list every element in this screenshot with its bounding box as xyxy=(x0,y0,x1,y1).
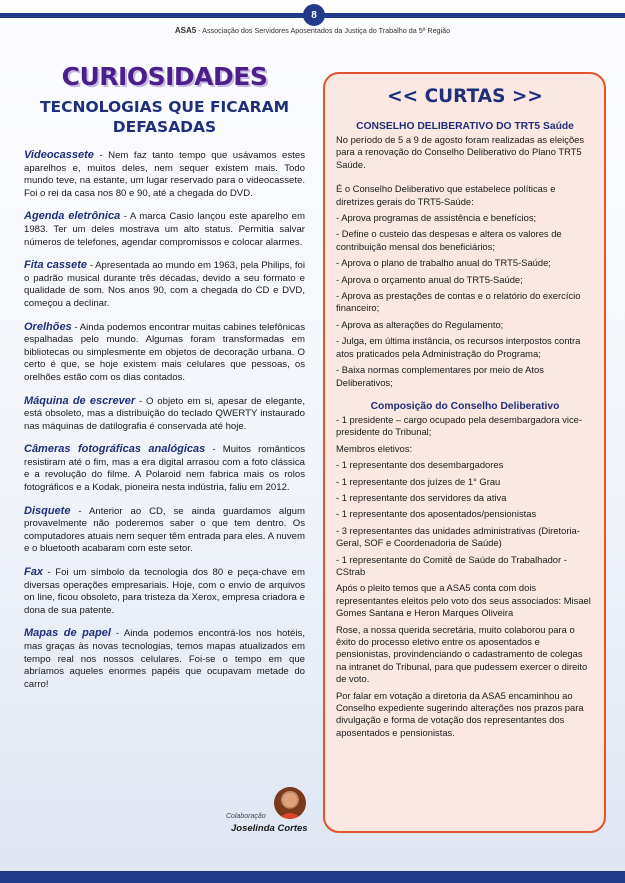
item-mapas-de-papel xyxy=(24,627,305,691)
person-icon xyxy=(274,787,306,819)
item-cameras xyxy=(24,443,305,494)
item-text: - Muitos românticos resistiram até o fim, mas a era digital arrasou com a foto clássica e a revolução do filme. A Polaroid nem fabrica mais os rolos fotográficos e a Kodak, pioneira nesta indústria, faliu em 2012. xyxy=(24,444,305,494)
credit-block xyxy=(226,787,308,837)
spacer xyxy=(336,393,594,401)
item-text: - Anterior ao CD, se ainda guardamos algum provavelmente não poderemos saber o que tem dentro. Os computadores atuais nem sequer têm entrada para eles. A nuvem e o bluetooth acabaram com este setor. xyxy=(24,505,305,555)
item-text: - O objeto em si, apesar de elegante, está obsoleto, mas a distribuição do teclado QWERTY instaurado nas máquinas de datilografia é conservada até hoje. xyxy=(24,395,305,432)
list-item: - Aprova as alterações do Regulamento; xyxy=(336,318,504,330)
item-term: Câmeras fotográficas analógicas xyxy=(24,443,206,456)
item-videocassete xyxy=(24,149,305,200)
section-conselho-title: CONSELHO DELIBERATIVO DO TRT5 Saúde xyxy=(356,121,574,132)
credit-label: Colaboração xyxy=(226,813,266,820)
credit-name: Joselinda Cortes xyxy=(231,823,308,834)
item-term: Orelhões xyxy=(24,320,72,333)
item-text: - Nem faz tanto tempo que usávamos estes aparelhos e, muitos deles, nem sequer existem mais. Todo mundo teve, na estante, um lugar reservado para o videocassete. Foi o rei da casa nos 80 e 90, até a chegada do DVD. xyxy=(24,150,305,199)
item-text: - Ainda podemos encontrar muitas cabines telefônicas espalhadas pelo mundo. Algumas foram transformadas em bibliotecas ou simplesmente em objetos de decoração urbana. O certo é que, se hoje existem mais celulares que pessoas, os orelhões estão com os dias contados. xyxy=(24,321,305,383)
list-item: - 1 representante dos desembargadores xyxy=(336,459,504,471)
item-orelhoes xyxy=(24,321,305,385)
item-term: Videocassete xyxy=(24,149,94,161)
curtas-title: << CURTAS >> xyxy=(387,86,543,107)
item-fax xyxy=(24,566,305,617)
curtas-box xyxy=(323,72,606,833)
list-item: - 1 representante dos aposentados/pensionistas xyxy=(336,508,537,520)
item-term: Fax xyxy=(24,566,43,579)
item-disquete xyxy=(24,505,305,556)
list-item: - 1 representante dos juízes de 1° Grau xyxy=(336,475,501,487)
composicao-president: - 1 presidente – cargo ocupado pela desembargadora vice-presidente do Tribunal; xyxy=(336,413,582,438)
item-text: - Ainda podemos encontrá-los nos hotéis, mas graças às novas tecnologias, temos mapas atualizados em tempo real nos nossos celulares. Foi-se o tempo em que abríamos aqueles enormes papéis que ocupavam metade do carro! xyxy=(24,628,305,690)
item-text: - Foi um símbolo da tecnologia dos 80 e peça-chave em diversas operações empresariais. Hoje, com o envio de arquivos on line, ficou obsoleto, para tristeza da Xerox, empresa criadora e dona de sua patente. xyxy=(24,567,305,616)
item-fita-cassete xyxy=(24,259,305,310)
item-agenda-eletronica xyxy=(24,210,305,249)
composicao-members-label: Membros eletivos: xyxy=(336,442,413,454)
page-number: 8 xyxy=(303,4,325,26)
curiosidades-subtitle: TECNOLOGIAS QUE FICARAM DEFASADAS xyxy=(39,98,290,136)
list-item: - Aprova o orçamento anual do TRT5-Saúde; xyxy=(336,273,523,285)
section-composicao-title: Composição do Conselho Deliberativo xyxy=(370,400,560,412)
list-item: - Baixa normas complementares por meio de Atos Deliberativos; xyxy=(336,364,544,388)
item-term: Mapas de papel xyxy=(24,627,111,640)
item-text: - A marca Casio lançou este aparelho em 1983. Ter um deles mostrava um alto status. Permitia salvar números de telefones, agendar compromissos e colocar alarmes. xyxy=(24,211,305,248)
election-paragraph: Após o pleito temos que a ASA5 conta com dois representantes eleitos pelo voto dos seus associados: Misael Gomes Santana e Heron Marques Oliveira xyxy=(336,582,591,619)
header-org-name: - Associação dos Servidores Aposentados da Justiça do Trabalho da 5ª Região xyxy=(196,26,451,35)
list-item: - Define o custeio das despesas e altera os valores de contribuição mensal dos beneficiários; xyxy=(336,228,562,252)
rose-paragraph: Rose, a nossa querida secretária, muito colaborou para o êxito do processo eletivo entre os aposentados e pensionistas, provindenciando o cadastramento de colegas na intranet do Tribunal, para que pudessem exercer o direito de voto. xyxy=(336,623,588,685)
curiosidades-column xyxy=(24,62,305,701)
list-item: - Aprova as prestações de contas e o relatório do exercício financeiro; xyxy=(336,290,581,314)
list-item: - 1 representante do Comitê de Saúde do Trabalhador - CStrab xyxy=(336,553,567,577)
header-org xyxy=(0,26,625,35)
section-conselho-intro: No período de 5 a 9 de agosto foram realizadas as eleições para a renovação do Conselho Deliberativo do Plano TRT5 Saúde. xyxy=(336,134,585,170)
section-conselho-definition: É o Conselho Deliberativo que estabelece políticas e diretrizes gerais do TRT5-Saúde: xyxy=(336,183,556,207)
header-org-abbr: ASA5 xyxy=(174,26,197,35)
final-paragraph: Por falar em votação a diretoria da ASA5 encaminhou ao Conselho expediente sugerindo alterações nos prazos para divulgação e forma de votação dos representantes dos aposentados e pensionistas. xyxy=(336,689,584,738)
list-item: - 3 representantes das unidades administrativas (Diretoria-Geral, SOF e Coordenadoria de Saúde) xyxy=(336,524,580,549)
item-text: - Apresentada ao mundo em 1963, pela Philips, foi o padrão musical durante três décadas, devido a seu formato e qualidade de som. Nos anos 90, com a chegada do CD e DVD, começou a declinar. xyxy=(24,260,305,309)
list-item: - Julga, em última instância, os recursos interpostos contra atos praticados pela Administração do Programa; xyxy=(336,335,581,359)
item-term: Disquete xyxy=(24,504,71,517)
curiosidades-title: CURIOSIDADES xyxy=(61,62,268,91)
avatar xyxy=(274,787,306,819)
footer-bar xyxy=(0,871,625,883)
header-bar xyxy=(0,0,625,35)
item-term: Agenda eletrônica xyxy=(24,210,121,223)
list-item: - 1 representante dos servidores da ativa xyxy=(336,491,507,503)
item-term: Máquina de escrever xyxy=(24,394,136,407)
item-maquina-de-escrever xyxy=(24,395,305,434)
item-term: Fita cassete xyxy=(24,259,88,272)
list-item: - Aprova o plano de trabalho anual do TRT5-Saúde; xyxy=(336,257,551,269)
list-item: - Aprova programas de assistência e benefícios; xyxy=(336,212,537,224)
